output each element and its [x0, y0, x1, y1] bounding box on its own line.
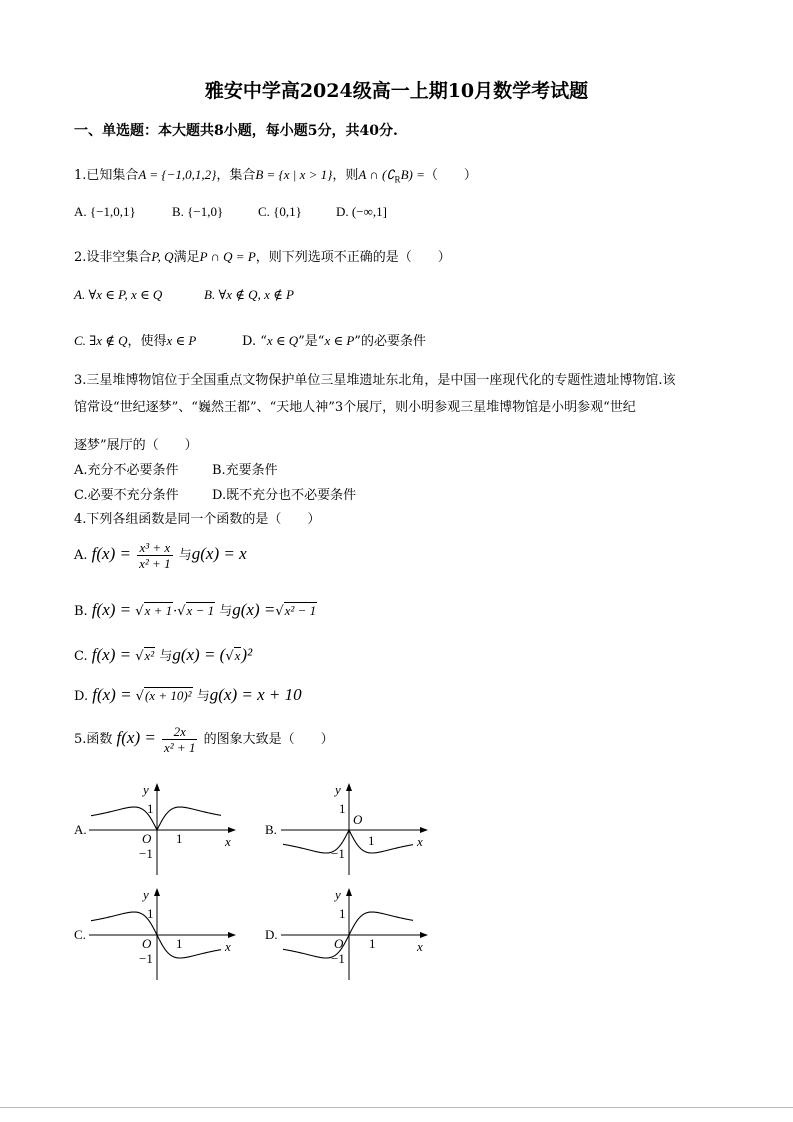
q4-d-g: g(x) = x + 10 [209, 685, 302, 704]
q4-a-label: A. [74, 548, 88, 563]
q2-text: 2.设非空集合 [74, 250, 152, 265]
q2-text: ，则下列选项不正确的是（ ） [255, 250, 451, 265]
q2-text: 满足 [173, 250, 200, 265]
q4-b-root-1: x + 1 [144, 603, 173, 618]
graph-origin-label: O [142, 936, 152, 951]
q3-option-a: A.充分不必要条件 [74, 463, 179, 478]
graph-y-neg-one-label: −1 [331, 951, 345, 966]
q4-b-dot: · [173, 604, 178, 619]
graph-y-neg-one-label: −1 [139, 846, 153, 861]
x-axis-arrow [420, 932, 428, 938]
x-axis-arrow [420, 827, 428, 833]
q4-c-f: f(x) = [91, 645, 132, 664]
q1-blank: （ ） [424, 168, 477, 183]
y-axis-arrow [346, 783, 352, 791]
q4-a-g: g(x) = x [191, 544, 247, 563]
graph-option-d [274, 885, 454, 985]
q4-b-root-2: x − 1 [186, 603, 215, 618]
y-axis-arrow [154, 783, 160, 791]
section-heading: 一、单选题：本大题共8小题，每小题5分，共40分. [74, 123, 398, 139]
y-axis-arrow [154, 888, 160, 896]
q2-c-expr: x ∈ P [166, 333, 197, 348]
q4-option-b: B. f(x) = √x + 1·√x − 1 与g(x) =√x² − 1 [74, 600, 317, 619]
graph-y-label: y [143, 782, 149, 797]
graph-y-neg-one-label: −1 [331, 846, 345, 861]
q4-b-and: 与 [219, 604, 233, 619]
q5-text: 的图象大致是（ ） [203, 732, 334, 747]
graph-origin-label: O [353, 812, 363, 827]
q1-set-b: B = {x | x > 1} [255, 167, 333, 182]
q1-subscript: R [394, 174, 401, 185]
graph-option-label: C. [74, 927, 86, 942]
q2-d-text: D. “ [242, 334, 267, 349]
q2-option-a: A. ∀x ∈ P, x ∈ Q [74, 287, 163, 302]
graph-x-one-label: 1 [369, 936, 376, 951]
graph-option-label: A. [74, 822, 87, 837]
q4-option-c: C. f(x) = √x² 与g(x) = (√x)² [74, 645, 253, 664]
graph-option-label: B. [265, 822, 277, 837]
graph-x-label: x [225, 939, 231, 954]
graph-y-one-label: 1 [147, 906, 154, 921]
q2-c-text: ，使得 [127, 334, 167, 349]
graph-y-neg-one-label: −1 [139, 951, 153, 966]
q4-a-denominator: x² + 1 [139, 556, 171, 571]
q2-d-expr: x ∈ Q [266, 333, 299, 348]
graph-x-label: x [417, 834, 423, 849]
graph-y-label: y [143, 887, 149, 902]
graph-x-one-label: 1 [176, 831, 183, 846]
q1-expr: B) = [400, 167, 425, 182]
q3-option-d: D.既不充分也不必要条件 [212, 488, 357, 503]
q1-option-a: A. {−1,0,1} [74, 204, 136, 219]
question-2-stem [74, 246, 451, 265]
q4-b-f: f(x) = [91, 600, 132, 619]
q2-d-expr: x ∈ P [324, 333, 355, 348]
graph-option-c [82, 885, 262, 985]
x-axis-arrow [228, 827, 236, 833]
graph-y-label: y [335, 887, 341, 902]
q4-c-label: C. [74, 649, 88, 664]
graph-x-label: x [225, 834, 231, 849]
q4-d-label: D. [74, 689, 89, 704]
q1-text: ，集合 [216, 168, 256, 183]
q4-a-numerator: x³ + x [137, 540, 172, 556]
q4-a-f: f(x) = [91, 544, 131, 563]
function-curve [283, 830, 413, 853]
q1-option-b: B. {−1,0} [172, 204, 224, 219]
q3-option-b: B.充要条件 [212, 463, 278, 478]
x-axis-arrow [228, 932, 236, 938]
q5-f: f(x) = [116, 728, 156, 747]
graph-option-b [274, 780, 454, 880]
q3-option-c: C.必要不充分条件 [74, 488, 179, 503]
page-bottom-rule [0, 1107, 793, 1108]
q4-d-f: f(x) = [92, 685, 132, 704]
q2-option-c [74, 330, 196, 349]
q1-option-c: C. {0,1} [258, 204, 302, 219]
q5-text: 5.函数 [74, 732, 113, 747]
q4-b-label: B. [74, 604, 88, 619]
q4-option-a [74, 540, 247, 571]
q4-stem: 4.下列各组函数是同一个函数的是（ ） [74, 512, 321, 527]
q4-c-root-1: x² [144, 648, 155, 663]
q1-expr: A ∩ (∁ [358, 167, 395, 182]
q4-a-fraction [137, 540, 172, 571]
graph-x-one-label: 1 [368, 833, 375, 848]
graph-x-one-label: 1 [176, 936, 183, 951]
q4-d-root: (x + 10)² [144, 688, 192, 703]
graph-origin-label: O [334, 936, 344, 951]
q1-set-a: A = {−1,0,1,2} [138, 167, 217, 182]
q4-a-and: 与 [178, 548, 192, 563]
q1-option-d: D. (−∞,1] [336, 204, 387, 219]
y-axis-arrow [346, 888, 352, 896]
q1-text: 1.已知集合 [74, 168, 139, 183]
graph-y-one-label: 1 [339, 801, 346, 816]
q4-option-d: D. f(x) = √(x + 10)² 与g(x) = x + 10 [74, 685, 302, 704]
q2-option-b: B. ∀x ∉ Q, x ∉ P [204, 287, 294, 302]
q5-fraction [162, 724, 197, 755]
graph-option-a [82, 780, 262, 880]
graph-x-label: x [417, 939, 423, 954]
graph-y-one-label: 1 [147, 801, 154, 816]
q4-c-and: 与 [159, 649, 173, 664]
q1-text: ，则 [332, 168, 359, 183]
page-title: 雅安中学高2024级高一上期10月数学考试题 [204, 80, 589, 102]
graph-origin-label: O [142, 831, 152, 846]
q4-b-g: g(x) = [232, 600, 276, 619]
q3-line-2: 馆常设“世纪逐梦”、“巍然王都”、“天地人神”3个展厅，则小明参观三星堆博物馆是小明参观“世纪 [74, 400, 636, 415]
q4-c-g: g(x) = ( [172, 645, 226, 664]
q2-condition: P ∩ Q = P [199, 249, 256, 264]
q2-d-text: ”是“ [298, 334, 325, 349]
q4-d-and: 与 [196, 689, 210, 704]
q2-sets: P, Q [151, 249, 174, 264]
q2-c-expr: C. ∃x ∉ Q [74, 333, 128, 348]
question-1-stem [74, 164, 477, 185]
q3-line-1: 3.三星堆博物馆位于全国重点文物保护单位三星堆遗址东北角，是中国一座现代化的专题性遗址博物馆.该 [74, 373, 676, 388]
q4-c-g-close: )² [241, 645, 253, 664]
graph-option-label: D. [265, 927, 278, 942]
function-curve [91, 807, 221, 830]
graph-y-one-label: 1 [339, 906, 346, 921]
q2-option-d [242, 330, 426, 349]
graph-y-label: y [335, 782, 341, 797]
q5-stem [74, 724, 334, 755]
q4-c-root-2: x [234, 648, 241, 663]
q5-numerator: 2x [162, 724, 197, 740]
q5-denominator: x² + 1 [164, 740, 196, 755]
q3-line-3: 逐梦”展厅的（ ） [74, 438, 198, 453]
q4-b-root-3: x² − 1 [284, 603, 317, 618]
q2-d-text: ”的必要条件 [354, 334, 426, 349]
